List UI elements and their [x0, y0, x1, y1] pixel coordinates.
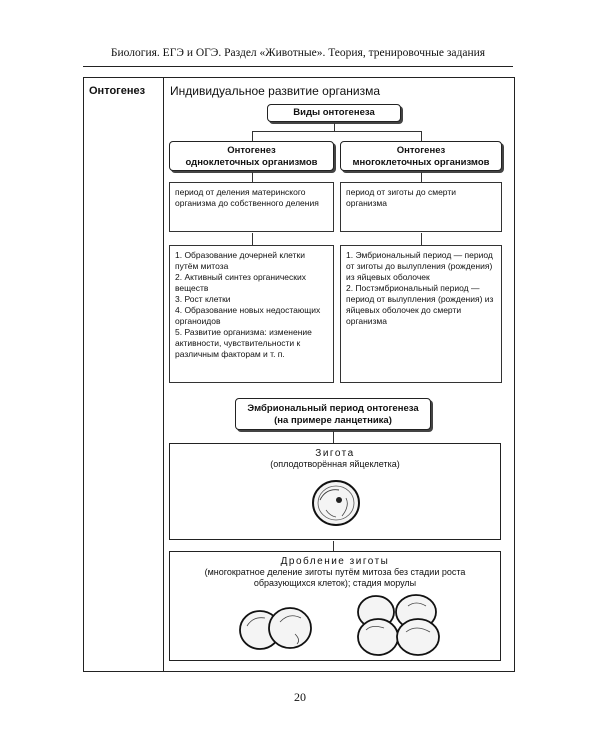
- connector: [334, 123, 335, 131]
- connector: [252, 233, 253, 245]
- unicellular-header-box: [169, 141, 334, 171]
- stage-item: 1. Эмбриональный период — период от зиготы до вылупления (рождения) из яйцевых оболочек: [346, 250, 493, 282]
- stage-item: 5. Развитие организма: изменение активности, чувствительности к различным факторам и т. п.: [175, 327, 312, 359]
- unicellular-title-line1: Онтогенез: [227, 145, 276, 156]
- multicellular-title-line1: Онтогенез: [396, 145, 446, 156]
- connector: [421, 131, 422, 141]
- unicellular-period-box: [169, 182, 334, 232]
- zygote-title: Зигота: [315, 448, 355, 459]
- multicellular-period-text: период от зиготы до смерти организма: [346, 187, 456, 208]
- stage-item: 2. Активный синтез органических веществ: [175, 272, 306, 293]
- cleavage-subtitle-line2: образующихся клеток); стадия морулы: [253, 578, 417, 588]
- cleavage-title: Дробление зиготы: [280, 556, 390, 567]
- zygote-illustration: [306, 478, 366, 528]
- connector: [333, 541, 334, 551]
- stage-item: 2. Постэмбриональный период — период от вылупления (рождения) из яйцевых оболочек до смерти организма: [346, 283, 494, 326]
- unicellular-title-line2: одноклеточных организмов: [185, 157, 318, 168]
- embryonic-period-box: [235, 398, 431, 430]
- connector: [421, 233, 422, 245]
- stage-item: 3. Рост клетки: [175, 294, 231, 304]
- two-cell-stage-illustration: [235, 600, 315, 656]
- connector: [252, 131, 422, 132]
- zygote-subtitle: (оплодотворённая яйцеклетка): [270, 459, 400, 469]
- stage-item: 4. Образование новых недостающих органоидов: [175, 305, 321, 326]
- embryonic-title-line1: Эмбриональный период онтогенеза: [247, 403, 419, 414]
- table-column-divider: [163, 77, 164, 672]
- cleavage-subtitle-line1: (многократное деление зиготы путём митоза без стадии роста: [204, 567, 466, 577]
- running-header: Биология. ЕГЭ и ОГЭ. Раздел «Животные». Теория, тренировочные задания: [110, 47, 486, 59]
- ontogenesis-types-box: [267, 104, 401, 122]
- connector: [252, 172, 253, 182]
- unicellular-stages-box: [169, 245, 334, 383]
- ontogenesis-types-label: Виды онтогенеза: [293, 107, 375, 118]
- zygote-box: [169, 443, 501, 540]
- multicellular-title-line2: многоклеточных организмов: [352, 157, 490, 168]
- connector: [252, 131, 253, 141]
- multicellular-stages-box: [340, 245, 502, 383]
- multicellular-header-box: [340, 141, 502, 171]
- page-number: 20: [294, 690, 306, 704]
- connector: [333, 431, 334, 443]
- unicellular-period-text: период от деления материнского организма до собственного деления: [175, 187, 319, 208]
- term-cell: Онтогенез: [89, 85, 146, 97]
- stage-item: 1. Образование дочерней клетки путём митоза: [175, 250, 305, 271]
- multicellular-period-box: [340, 182, 502, 232]
- cleavage-box: [169, 551, 501, 661]
- embryonic-title-line2: (на примере ланцетника): [274, 415, 392, 426]
- four-cell-stage-illustration: [350, 592, 446, 658]
- header-rule: [83, 66, 513, 67]
- connector: [421, 172, 422, 182]
- definition-cell: Индивидуальное развитие организма: [170, 84, 381, 98]
